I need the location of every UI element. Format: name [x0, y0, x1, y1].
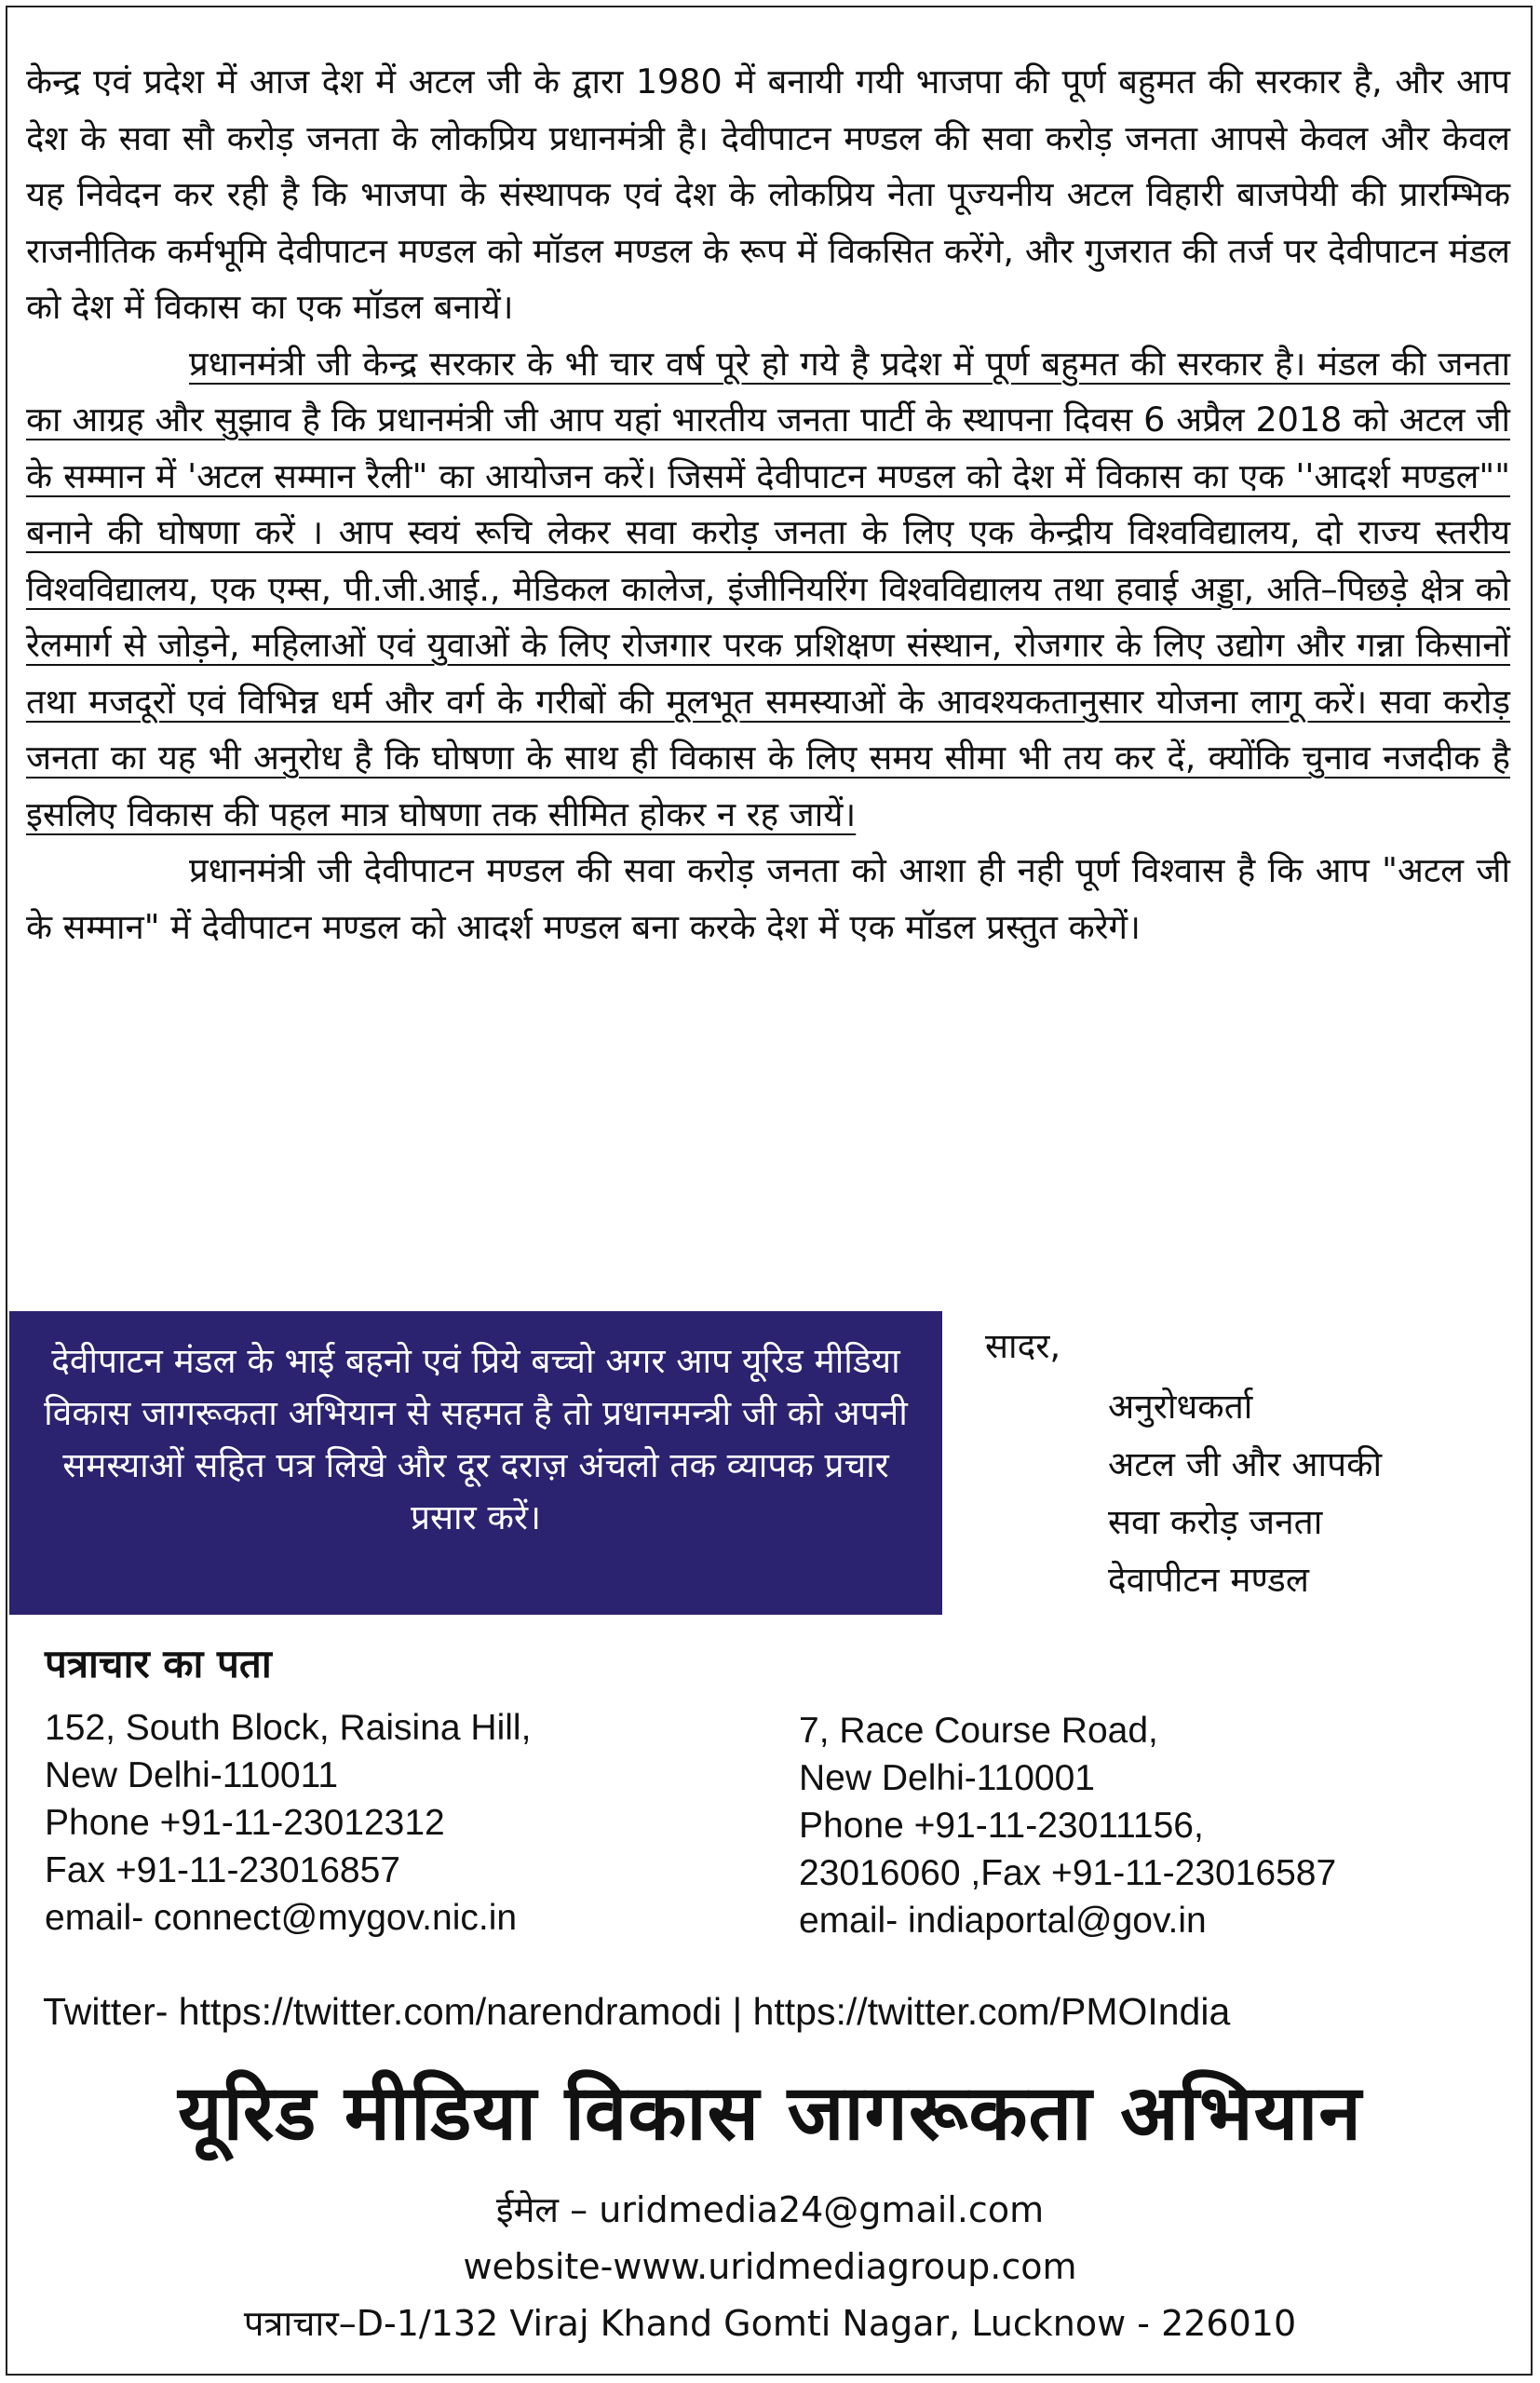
letter-body: [26, 54, 1510, 955]
letter-paragraph-2: प्रधानमंत्री जी केन्द्र सरकार के भी चार वर्ष पूरे हो गये है प्रदेश में पूर्ण बहुमत की सरकार है। मंडल की जनता का आग्रह और सुझाव है कि प्रधानमंत्री जी आप यहां भारतीय जनता पार्टी के स्थापना दिवस 6 अप्रैल 2018 को अटल जी के सम्मान में 'अटल सम्मान रैली" का आयोजन करें। जिसमें देवीपाटन मण्डल को देश में विकास का एक ''आदर्श मण्डल"" बनाने की घोषणा करें । आप स्वयं रूचि लेकर सवा करोड़ जनता के लिए एक केन्द्रीय विश्वविद्यालय, दो राज्य स्तरीय विश्वविद्यालय, एक एम्स, पी.जी.आई., मेडिकल कालेज, इंजीनियरिंग विश्वविद्यालय तथा हवाई अड्डा, अति–पिछड़े क्षेत्र को रेलमार्ग से जोड़ने, महिलाओं एवं युवाओं के लिए रोजगार परक प्रशिक्षण संस्थान, रोजगार के लिए उद्योग और गन्ना किसानों तथा मजदूरों एवं विभिन्न धर्म और वर्ग के गरीबों की मूलभूत समस्याओं के आवश्यकतानुसार योजना लागू करें। सवा करोड़ जनता का यह भी अनुरोध है कि घोषणा के साथ ही विकास के लिए समय सीमा भी तय कर दें, क्योंकि चुनाव नजदीक है इसलिए विकास की पहल मात्र घोषणा तक सीमित होकर न रह जायें।: [26, 343, 1510, 834]
address-left: [45, 1704, 531, 1942]
signature-line: अनुरोधकर्ता: [1108, 1387, 1253, 1427]
address-line: New Delhi-110011: [45, 1755, 339, 1795]
address-heading: पत्राचार का पता: [45, 1641, 272, 1686]
email-line: email- indiaportal@gov.in: [799, 1901, 1207, 1941]
contact-email: ईमेल – uridmedia24@gmail.com: [495, 2189, 1045, 2230]
signature-block: [1108, 1378, 1382, 1609]
phone-fax-line: 23016060 ,Fax +91-11-23016587: [799, 1853, 1337, 1893]
address-line: New Delhi-110001: [799, 1758, 1095, 1798]
signature-line: सवा करोड़ जनता: [1108, 1502, 1323, 1542]
appeal-box: देवीपाटन मंडल के भाई बहनो एवं प्रिये बच्चो अगर आप यूरिड मीडिया विकास जागरूकता अभियान से सहमत है तो प्रधानमन्त्री जी को अपनी समस्याओं सहित पत्र लिखे और दूर दराज़ अंचलो तक व्यापक प्रचार प्रसार करें।: [9, 1311, 942, 1615]
fax-line: Fax +91-11-23016857: [45, 1850, 400, 1890]
address-line: 152, South Block, Raisina Hill,: [45, 1708, 532, 1748]
signature-line: अटल जी और आपकी: [1108, 1444, 1383, 1484]
contact-website: website-www.uridmediagroup.com: [463, 2246, 1077, 2287]
email-line: email- connect@mygov.nic.in: [45, 1898, 518, 1938]
address-right: [799, 1707, 1336, 1944]
address-line: 7, Race Course Road,: [799, 1711, 1158, 1751]
contact-postal-address: पत्राचार–D-1/132 Viraj Khand Gomti Nagar, Lucknow - 226010: [243, 2303, 1297, 2344]
salutation: सादर,: [985, 1326, 1061, 1366]
signature-line: देवापीटन मण्डल: [1108, 1560, 1309, 1600]
phone-line: Phone +91-11-23011156,: [799, 1806, 1204, 1846]
phone-line: Phone +91-11-23012312: [45, 1803, 445, 1843]
campaign-title: यूरिड मीडिया विकास जागरूकता अभियान: [178, 2069, 1362, 2158]
twitter-links: Twitter- https://twitter.com/narendramodi | https://twitter.com/PMOIndia: [43, 1990, 1231, 2033]
letter-paragraph-3: प्रधानमंत्री जी देवीपाटन मण्डल की सवा करोड़ जनता को आशा ही नही पूर्ण विश्वास है कि आप "अटल जी के सम्मान" में देवीपाटन मण्डल को आदर्श मण्डल बना करके देश में एक मॉडल प्रस्तुत करेगें।: [26, 850, 1510, 947]
letter-paragraph-1: केन्द्र एवं प्रदेश में आज देश में अटल जी के द्वारा 1980 में बनायी गयी भाजपा की पूर्ण बहुमत की सरकार है, और आप देश के सवा सौ करोड़ जनता के लोकप्रिय प्रधानमंत्री है। देवीपाटन मण्डल की सवा करोड़ जनता आपसे केवल और केवल यह निवेदन कर रही है कि भाजपा के संस्थापक एवं देश के लोकप्रिय नेता पूज्यनीय अटल विहारी बाजपेयी की प्रारम्भिक राजनीतिक कर्मभूमि देवीपाटन मण्डल को मॉडल मण्डल के रूप में विकसित करेंगे, और गुजरात की तर्ज पर देवीपाटन मंडल को देश में विकास का एक मॉडल बनायें।: [26, 61, 1510, 327]
